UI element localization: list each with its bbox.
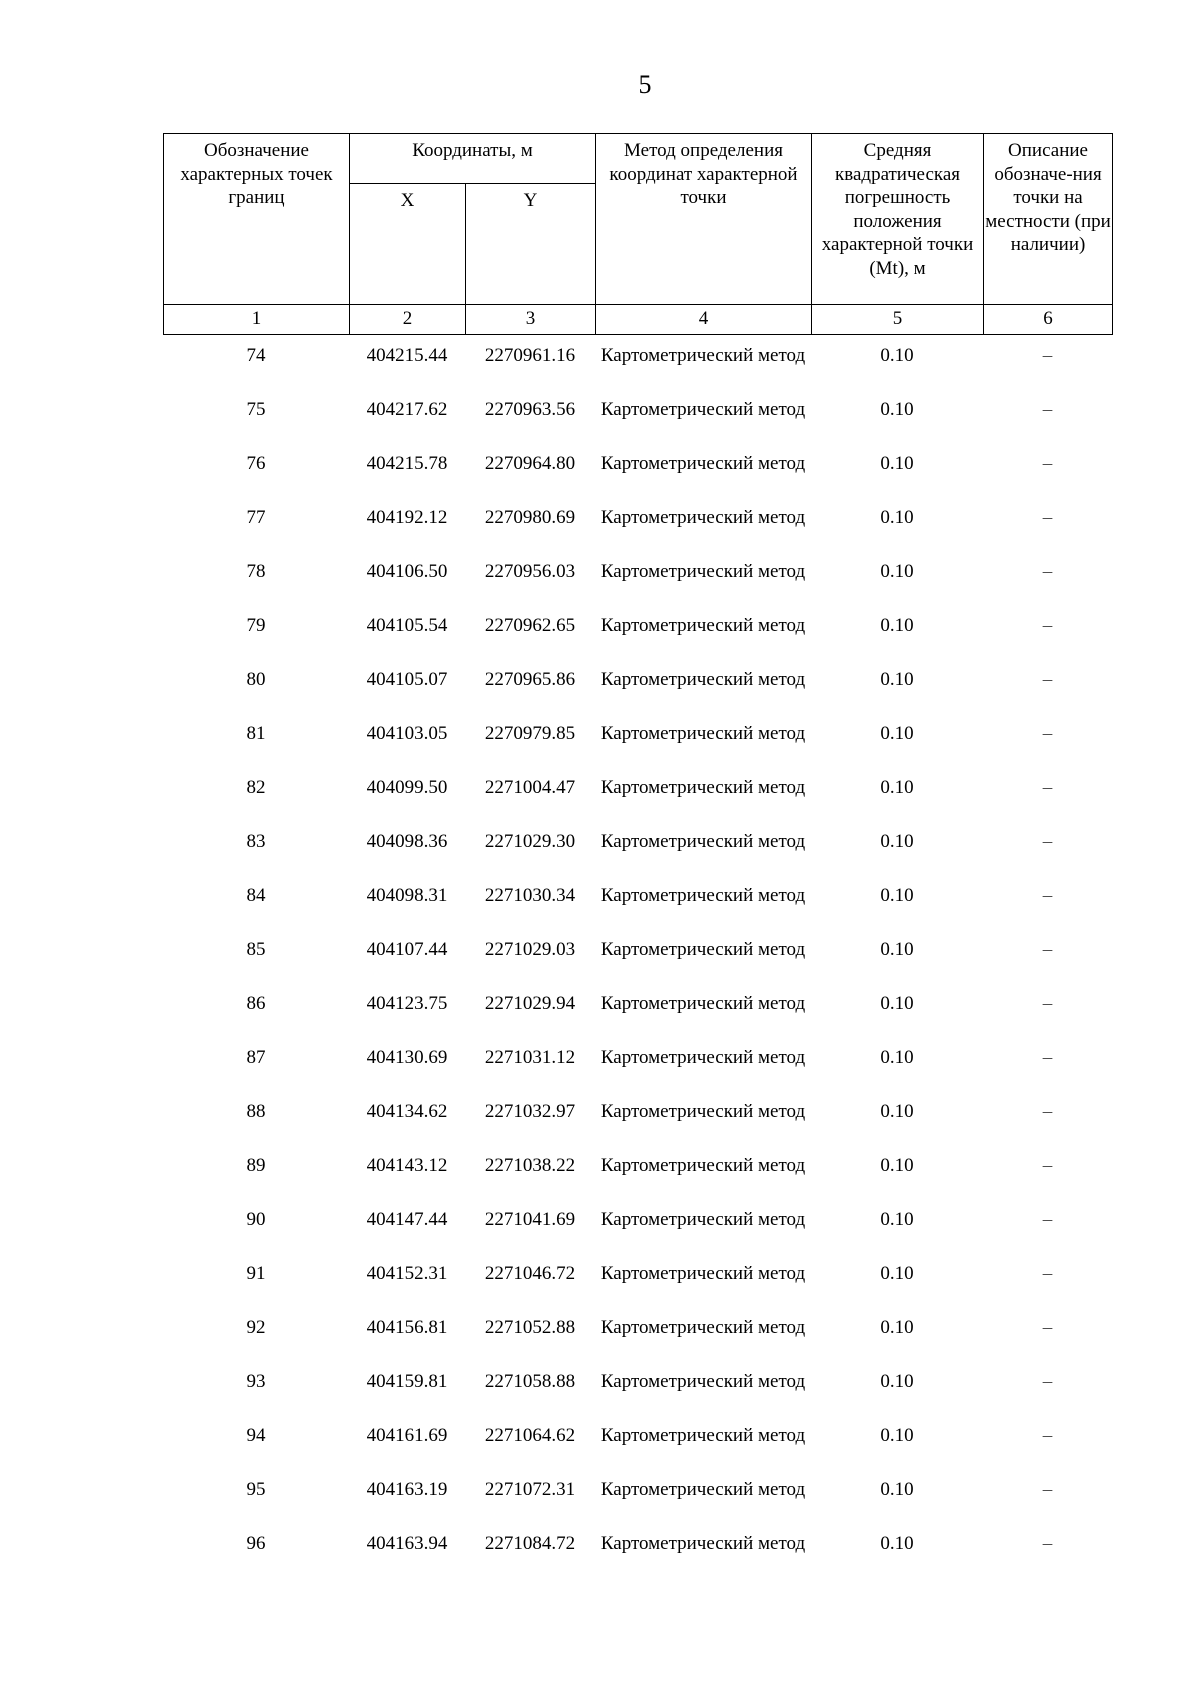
coord-x: 404159.81 bbox=[366, 1371, 448, 1392]
point-number: 75 bbox=[246, 399, 266, 420]
table-row bbox=[163, 1424, 1112, 1478]
coord-x: 404147.44 bbox=[366, 1209, 448, 1230]
table-row bbox=[163, 560, 1112, 614]
description: – bbox=[1042, 1101, 1053, 1122]
method: Картометрический метод bbox=[600, 777, 806, 798]
table-row bbox=[163, 830, 1112, 884]
method: Картометрический метод bbox=[600, 453, 806, 474]
column-number: 5 bbox=[812, 305, 984, 335]
method: Картометрический метод bbox=[600, 1155, 806, 1176]
description: – bbox=[1042, 831, 1053, 852]
description: – bbox=[1042, 885, 1053, 906]
coord-y: 2271029.94 bbox=[484, 993, 576, 1014]
description: – bbox=[1042, 669, 1053, 690]
mean-error: 0.10 bbox=[880, 669, 914, 690]
header-point-designation: Обозначение характерных точек границ bbox=[164, 134, 350, 305]
method: Картометрический метод bbox=[600, 993, 806, 1014]
point-number: 74 bbox=[246, 345, 266, 366]
table-row bbox=[163, 1046, 1112, 1100]
description: – bbox=[1042, 1317, 1053, 1338]
method: Картометрический метод bbox=[600, 399, 806, 420]
table-row bbox=[163, 1316, 1112, 1370]
coord-x: 404134.62 bbox=[366, 1101, 448, 1122]
column-number: 4 bbox=[596, 305, 812, 335]
method: Картометрический метод bbox=[600, 1101, 806, 1122]
table-row bbox=[163, 1100, 1112, 1154]
description: – bbox=[1042, 939, 1053, 960]
coord-x: 404106.50 bbox=[366, 561, 448, 582]
table-row bbox=[163, 1154, 1112, 1208]
table-row bbox=[163, 1532, 1112, 1586]
mean-error: 0.10 bbox=[880, 1425, 914, 1446]
point-number: 96 bbox=[246, 1533, 266, 1554]
coord-x: 404098.31 bbox=[366, 885, 448, 906]
coord-x: 404192.12 bbox=[366, 507, 448, 528]
header-coordinates: Координаты, м bbox=[350, 134, 596, 184]
description: – bbox=[1042, 723, 1053, 744]
method: Картометрический метод bbox=[600, 1209, 806, 1230]
column-number: 2 bbox=[350, 305, 466, 335]
description: – bbox=[1042, 453, 1053, 474]
coord-y: 2270963.56 bbox=[484, 399, 576, 420]
coord-y: 2271030.34 bbox=[484, 885, 576, 906]
method: Картометрический метод bbox=[600, 1047, 806, 1068]
description: – bbox=[1042, 993, 1053, 1014]
column-numbers-row bbox=[164, 305, 1113, 335]
description: – bbox=[1042, 1533, 1053, 1554]
mean-error: 0.10 bbox=[880, 399, 914, 420]
method: Картометрический метод bbox=[600, 561, 806, 582]
header-x: X bbox=[350, 184, 466, 305]
mean-error: 0.10 bbox=[880, 1479, 914, 1500]
description: – bbox=[1042, 1263, 1053, 1284]
header-description: Описание обозначе-ния точки на местности (при наличии) bbox=[984, 134, 1113, 305]
coord-y: 2270962.65 bbox=[484, 615, 576, 636]
mean-error: 0.10 bbox=[880, 453, 914, 474]
point-number: 76 bbox=[246, 453, 266, 474]
coord-x: 404105.54 bbox=[366, 615, 448, 636]
mean-error: 0.10 bbox=[880, 1317, 914, 1338]
coord-y: 2270961.16 bbox=[484, 345, 576, 366]
table-row bbox=[163, 1262, 1112, 1316]
description: – bbox=[1042, 561, 1053, 582]
coord-x: 404163.19 bbox=[366, 1479, 448, 1500]
point-number: 94 bbox=[246, 1425, 266, 1446]
mean-error: 0.10 bbox=[880, 615, 914, 636]
point-number: 85 bbox=[246, 939, 266, 960]
coord-y: 2271038.22 bbox=[484, 1155, 576, 1176]
method: Картометрический метод bbox=[600, 1371, 806, 1392]
point-number: 80 bbox=[246, 669, 266, 690]
mean-error: 0.10 bbox=[880, 993, 914, 1014]
mean-error: 0.10 bbox=[880, 939, 914, 960]
method: Картометрический метод bbox=[600, 939, 806, 960]
coord-y: 2270956.03 bbox=[484, 561, 576, 582]
coord-x: 404215.78 bbox=[366, 453, 448, 474]
point-number: 89 bbox=[246, 1155, 266, 1176]
description: – bbox=[1042, 1479, 1053, 1500]
mean-error: 0.10 bbox=[880, 1047, 914, 1068]
mean-error: 0.10 bbox=[880, 1263, 914, 1284]
mean-error: 0.10 bbox=[880, 345, 914, 366]
coord-y: 2271046.72 bbox=[484, 1263, 576, 1284]
coord-y: 2270979.85 bbox=[484, 723, 576, 744]
coord-y: 2271064.62 bbox=[484, 1425, 576, 1446]
method: Картометрический метод bbox=[600, 885, 806, 906]
description: – bbox=[1042, 399, 1053, 420]
coord-x: 404156.81 bbox=[366, 1317, 448, 1338]
method: Картометрический метод bbox=[600, 615, 806, 636]
point-number: 90 bbox=[246, 1209, 266, 1230]
mean-error: 0.10 bbox=[880, 1209, 914, 1230]
point-number: 79 bbox=[246, 615, 266, 636]
coord-y: 2271031.12 bbox=[484, 1047, 576, 1068]
point-number: 78 bbox=[246, 561, 266, 582]
coord-x: 404107.44 bbox=[366, 939, 448, 960]
coord-y: 2271029.30 bbox=[484, 831, 576, 852]
mean-error: 0.10 bbox=[880, 507, 914, 528]
method: Картометрический метод bbox=[600, 507, 806, 528]
description: – bbox=[1042, 1047, 1053, 1068]
coord-y: 2271084.72 bbox=[484, 1533, 576, 1554]
point-number: 93 bbox=[246, 1371, 266, 1392]
description: – bbox=[1042, 1209, 1053, 1230]
coord-x: 404215.44 bbox=[366, 345, 448, 366]
mean-error: 0.10 bbox=[880, 561, 914, 582]
coord-y: 2270980.69 bbox=[484, 507, 576, 528]
mean-error: 0.10 bbox=[880, 1533, 914, 1554]
table-row bbox=[163, 884, 1112, 938]
coord-y: 2271052.88 bbox=[484, 1317, 576, 1338]
point-number: 88 bbox=[246, 1101, 266, 1122]
description: – bbox=[1042, 1155, 1053, 1176]
point-number: 82 bbox=[246, 777, 266, 798]
coord-y: 2270964.80 bbox=[484, 453, 576, 474]
coord-y: 2270965.86 bbox=[484, 669, 576, 690]
method: Картометрический метод bbox=[600, 1425, 806, 1446]
mean-error: 0.10 bbox=[880, 1371, 914, 1392]
table-row bbox=[163, 668, 1112, 722]
point-number: 84 bbox=[246, 885, 266, 906]
coord-y: 2271041.69 bbox=[484, 1209, 576, 1230]
description: – bbox=[1042, 615, 1053, 636]
header-y: Y bbox=[466, 184, 596, 305]
coord-x: 404152.31 bbox=[366, 1263, 448, 1284]
table-row bbox=[163, 614, 1112, 668]
mean-error: 0.10 bbox=[880, 1155, 914, 1176]
method: Картометрический метод bbox=[600, 831, 806, 852]
coord-x: 404123.75 bbox=[366, 993, 448, 1014]
table-row bbox=[163, 452, 1112, 506]
point-number: 86 bbox=[246, 993, 266, 1014]
coord-y: 2271032.97 bbox=[484, 1101, 576, 1122]
point-number: 81 bbox=[246, 723, 266, 744]
coord-y: 2271004.47 bbox=[484, 777, 576, 798]
point-number: 95 bbox=[246, 1479, 266, 1500]
coord-x: 404099.50 bbox=[366, 777, 448, 798]
description: – bbox=[1042, 345, 1053, 366]
coord-x: 404217.62 bbox=[366, 399, 448, 420]
header-method: Метод определения координат характерной точки bbox=[596, 134, 812, 305]
method: Картометрический метод bbox=[600, 723, 806, 744]
coord-y: 2271058.88 bbox=[484, 1371, 576, 1392]
table-row bbox=[163, 1370, 1112, 1424]
coord-y: 2271029.03 bbox=[484, 939, 576, 960]
table-row bbox=[163, 1478, 1112, 1532]
mean-error: 0.10 bbox=[880, 723, 914, 744]
coord-x: 404130.69 bbox=[366, 1047, 448, 1068]
table-row bbox=[163, 938, 1112, 992]
mean-error: 0.10 bbox=[880, 885, 914, 906]
mean-error: 0.10 bbox=[880, 777, 914, 798]
method: Картометрический метод bbox=[600, 345, 806, 366]
table-row bbox=[163, 344, 1112, 398]
column-number: 1 bbox=[164, 305, 350, 335]
coord-x: 404163.94 bbox=[366, 1533, 448, 1554]
table-row bbox=[163, 506, 1112, 560]
method: Картометрический метод bbox=[600, 1533, 806, 1554]
table-row bbox=[163, 776, 1112, 830]
point-number: 77 bbox=[246, 507, 266, 528]
method: Картометрический метод bbox=[600, 1479, 806, 1500]
coord-x: 404105.07 bbox=[366, 669, 448, 690]
coord-y: 2271072.31 bbox=[484, 1479, 576, 1500]
description: – bbox=[1042, 777, 1053, 798]
coord-x: 404103.05 bbox=[366, 723, 448, 744]
coord-x: 404161.69 bbox=[366, 1425, 448, 1446]
point-number: 92 bbox=[246, 1317, 266, 1338]
column-number: 6 bbox=[984, 305, 1113, 335]
table-row bbox=[163, 722, 1112, 776]
coordinates-table-header bbox=[163, 133, 1113, 335]
point-number: 87 bbox=[246, 1047, 266, 1068]
mean-error: 0.10 bbox=[880, 831, 914, 852]
description: – bbox=[1042, 1371, 1053, 1392]
header-mean-error: Средняя квадратическая погрешность положения характерной точки (Mt), м bbox=[812, 134, 984, 305]
point-number: 83 bbox=[246, 831, 266, 852]
description: – bbox=[1042, 1425, 1053, 1446]
page-number: 5 bbox=[638, 70, 652, 99]
coord-x: 404143.12 bbox=[366, 1155, 448, 1176]
method: Картометрический метод bbox=[600, 1317, 806, 1338]
coord-x: 404098.36 bbox=[366, 831, 448, 852]
coordinates-table-body bbox=[163, 344, 1112, 1586]
table-row bbox=[163, 1208, 1112, 1262]
table-row bbox=[163, 398, 1112, 452]
mean-error: 0.10 bbox=[880, 1101, 914, 1122]
description: – bbox=[1042, 507, 1053, 528]
method: Картометрический метод bbox=[600, 1263, 806, 1284]
method: Картометрический метод bbox=[600, 669, 806, 690]
point-number: 91 bbox=[246, 1263, 266, 1284]
table-row bbox=[163, 992, 1112, 1046]
column-number: 3 bbox=[466, 305, 596, 335]
